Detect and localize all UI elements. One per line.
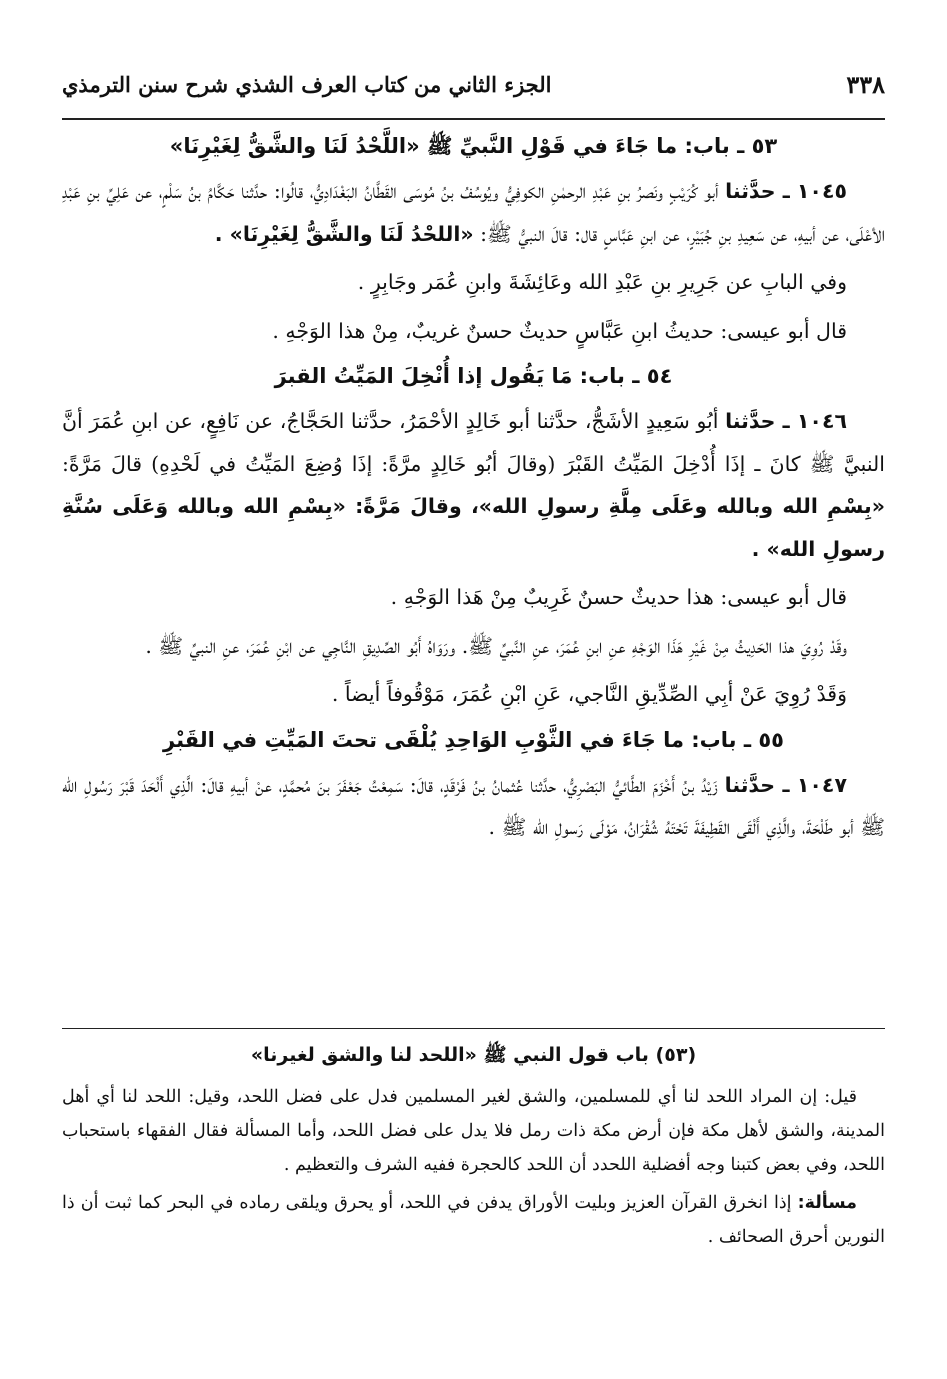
hadith-note: وفي البابِ عن جَرِيرِ بنِ عَبْدِ الله وعَائِشَةَ وابنِ عُمَر وجَابِرٍ . xyxy=(357,270,847,294)
hadith-number: ١٠٤٧ ـ حدَّثنا xyxy=(724,772,847,797)
commentary-title: (٥٣) باب قول النبي ﷺ «اللحد لنا والشق لغيرنا» xyxy=(250,1044,697,1066)
commentary-section xyxy=(62,1038,885,1258)
commentary-keyword: مسألة: xyxy=(797,1193,857,1213)
hadith-text: زَيْدُ بنُ أَخْزَمَ الطَّائيُّ البَصْرِيُّ، حدَّثنا عُثمانُ بنُ فَرْقَدٍ، قالَ: سَمِعْتُ جَعْفَرَ بنَ مُحمَّدٍ، عنْ أبيهِ قالَ: الَّذِي أَلْحَدَ قَبْرَ رَسُولِ الله ﷺ أبو طَلْحَةَ، والَّذِي أَلْقَى القَطِيفَةَ تَحْتَهُ شُقْرَانُ، مَوْلَى رَسولِ الله ﷺ . xyxy=(62,772,885,839)
hadith-grading: قال أبو عيسى: حديثُ ابنِ عَبَّاسٍ حديثٌ حسنٌ غريبٌ، مِنْ هذا الوَجْهِ . xyxy=(272,318,847,343)
chapter-title-54: ٥٤ ـ باب: مَا يَقُول إذا أُنْخِلَ المَيِّتُ القبرَ xyxy=(274,364,673,388)
hadith-text: أبُو سَعِيدٍ الأشَجُّ، حدَّثنا أبو خَالِدٍ الأحْمَرُ، حدَّثنا الحَجَّاجُ، عن نَافِعٍ، عن ابنِ عُمَرَ أنَّ النبيَّ ﷺ كانَ ـ إذَا أُدْخِلَ المَيِّتُ القَبْرَ (وقالَ أبُو خَالِدٍ مرَّةً: إذَا وُضِعَ المَيِّتُ في لَحْدِهِ) قالَ مَرَّةً: xyxy=(62,409,885,476)
hadith-1046 xyxy=(62,400,885,570)
hadith-text: أبو كُرَيْبٍ ونَصرُ بنِ عَبْدِ الرحمٰنِ الكوفِيُّ ويُوسُفُ بنُ مُوسَى القَطَّانُ البَغْدَادِيُّ، قالُوا: حدَّثنا حَكَّامُ بنُ سَلْمٍ، عن عَلِيِّ بنِ عَبْدِ الأعْلَى، عن أبيهِ، عن سَعِيدِ بنِ جُبَيْرٍ، عن ابنِ عَبَّاسٍ قال: قالَ النبيُّ ﷺ: xyxy=(62,179,885,246)
hadith-note: وَقَدْ رُوِيَ عَنْ أبِي الصِّدِّيقِ النَّاجي، عَنِ ابْنِ عُمَرَ، مَوْقُوفاً أيضاً . xyxy=(331,682,847,706)
main-text xyxy=(62,128,885,855)
commentary-text: إذا انخرق القرآن العزيز وبليت الأوراق يدفن في اللحد، أو يحرق ويلقى رماده في البحر كما ثبت أن ذا النورين أحرق الصحائف . xyxy=(62,1193,885,1247)
hadith-grading: قال أبو عيسى: هذا حديثٌ حسنٌ غَرِيبٌ مِنْ هَذا الوَجْهِ . xyxy=(390,585,847,609)
chapter-title-55: ٥٥ ـ باب: ما جَاءَ في الثَّوْبِ الوَاحِدِ يُلْقَى تحتَ المَيِّتِ في القَبْرِ xyxy=(163,727,784,752)
header-divider xyxy=(62,118,885,120)
page-number: ٣٣٨ xyxy=(846,69,885,99)
hadith-note: وقَدْ رُوِيَ هذا الحَدِيثُ مِنْ غَيْرِ هَذَا الوَجْهِ عنِ ابنِ عُمَرَ، عنِ النَّبيِّ ﷺ. ورَوَاهُ أَبُو الصِّدِيقِ النَّاجِي عن ابْنِ عُمَرَ، عنِ النبيِّ ﷺ . xyxy=(145,633,847,658)
commentary-paragraph xyxy=(62,1080,885,1182)
commentary-divider xyxy=(62,1028,885,1029)
commentary-paragraph xyxy=(62,1186,885,1254)
hadith-number: ١٠٤٦ ـ حدَّثنا xyxy=(725,409,847,433)
hadith-1045 xyxy=(62,170,885,255)
running-title: الجزء الثاني من كتاب العرف الشذي شرح سنن الترمذي xyxy=(62,71,552,97)
commentary-text: قيل: إن المراد اللحد لنا أي للمسلمين، والشق لغير المسلمين فدل على فضل اللحد، وقيل: اللحد لنا أي أهل المدينة، والشق لأهل مكة فإن أرض مكة ذات رمل فلا يدل على فضل اللحد، وأما المسألة فقال الفقهاء باستحباب اللحد، وفي بعض كتبنا وجه أفضلية اللحدد أن اللحد كالحجرة ففيه الشرف والتعظيم . xyxy=(62,1087,885,1175)
hadith-1047 xyxy=(62,764,885,849)
hadith-quote: «اللحْدُ لَنَا والشَّقُّ لِغَيْرِنَا» . xyxy=(214,221,474,246)
chapter-title-53: ٥٣ ـ باب: ما جَاءَ في قَوْلِ النَّبيِّ ﷺ «اللَّحْدُ لَنَا والشَّقُّ لِغَيْرِنَا» xyxy=(169,134,778,158)
hadith-quote: «بِسْمِ الله وبالله وعَلَى مِلَّةِ رسولِ الله»، وقالَ مَرَّةً: «بِسْمِ الله وبالله وَعَلَى سُنَّةِ رسولِ الله» . xyxy=(62,494,885,561)
hadith-number: ١٠٤٥ ـ حدَّثنا xyxy=(725,179,847,203)
running-header xyxy=(62,62,885,106)
